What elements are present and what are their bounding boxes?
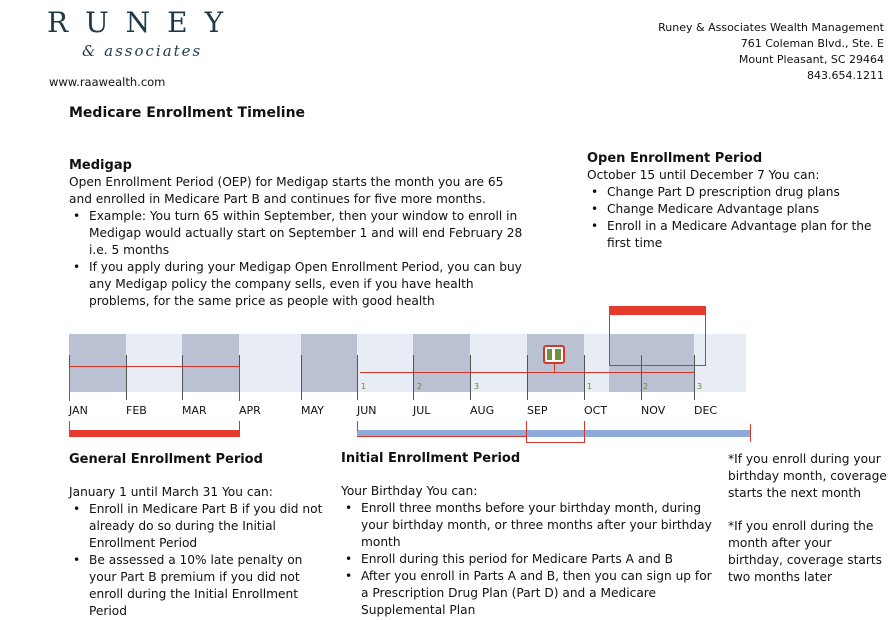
- oep-intro: October 15 until December 7 You can:: [587, 168, 820, 182]
- medigap-section: [69, 157, 529, 310]
- note: *If you enroll during your birthday month, coverage starts the next month: [728, 452, 887, 500]
- month-label: APR: [239, 404, 261, 417]
- tick: [470, 355, 471, 400]
- list-item: • Be assessed a 10% late penalty on your Part B premium if you did not enroll during the Initial Enrollment Period: [69, 552, 324, 620]
- iep-line: [360, 372, 694, 373]
- tick: [584, 355, 585, 400]
- month-label: JAN: [69, 404, 88, 417]
- page-title: Medicare Enrollment Timeline: [69, 105, 306, 121]
- oep-bar: [609, 306, 706, 315]
- month-label: MAY: [301, 404, 324, 417]
- gift-stem: [554, 364, 555, 373]
- list-item: • Change Part D prescription drug plans: [587, 184, 882, 201]
- month-label: FEB: [126, 404, 147, 417]
- month-count: 1: [587, 382, 593, 391]
- list-item: • Enroll three months before your birthday month, during your birthday month, or three months after your birthday month: [341, 500, 716, 551]
- month-count: 3: [474, 382, 480, 391]
- month-label: AUG: [470, 404, 495, 417]
- tick: [527, 355, 528, 400]
- notes: [728, 451, 888, 586]
- logo-subtitle: & associates: [82, 42, 203, 60]
- iep-tick: [357, 421, 358, 431]
- month-label: NOV: [641, 404, 666, 417]
- month-label: JUN: [357, 404, 377, 417]
- month-count: 2: [643, 382, 649, 391]
- month-label: OCT: [584, 404, 608, 417]
- company-name: Runey & Associates Wealth Management: [658, 21, 884, 34]
- month-label: DEC: [694, 404, 718, 417]
- logo: RUNEY: [47, 6, 241, 39]
- month-count: 3: [697, 382, 703, 391]
- iep-heading: Initial Enrollment Period: [341, 451, 521, 466]
- list-item: • Enroll in a Medicare Advantage plan for the first time: [587, 218, 882, 252]
- gep-heading: General Enrollment Period: [69, 452, 263, 467]
- tick: [413, 355, 414, 400]
- month-count: 1: [361, 382, 367, 391]
- list-item: • Enroll during this period for Medicare Parts A and B: [341, 551, 716, 568]
- gep-intro: January 1 until March 31 You can:: [69, 485, 273, 499]
- medigap-heading: Medigap: [69, 158, 132, 173]
- list-item: • If you apply during your Medigap Open Enrollment Period, you can buy any Medigap policy the company sells, even if you have health problems, for the same price as people with good health: [69, 259, 529, 310]
- month-block: [301, 334, 357, 392]
- phone: 843.654.1211: [807, 69, 884, 82]
- medigap-intro: Open Enrollment Period (OEP) for Medigap starts the month you are 65 and enrolled in Medicare Part B and continues for five more months.: [69, 175, 504, 206]
- month-count: 2: [417, 382, 423, 391]
- list-item: • Enroll in Medicare Part B if you did not already do so during the Initial Enrollment Period: [69, 501, 324, 552]
- iep-intro: Your Birthday You can:: [341, 484, 478, 498]
- gep-bracket: [69, 366, 240, 401]
- tick: [357, 355, 358, 400]
- website-link[interactable]: www.raawealth.com: [49, 75, 166, 89]
- gep-section: [69, 451, 324, 620]
- tick: [301, 355, 302, 400]
- iep-tick: [750, 424, 751, 442]
- note: *If you enroll during the month after your birthday, coverage starts two months later: [728, 519, 882, 584]
- list-item: • Change Medicare Advantage plans: [587, 201, 882, 218]
- oep-section: [587, 150, 882, 252]
- month-label: SEP: [527, 404, 548, 417]
- street: 761 Coleman Blvd., Ste. E: [740, 37, 884, 50]
- oep-box: [609, 306, 706, 366]
- birthday-bracket: [526, 421, 585, 443]
- list-item: • After you enroll in Parts A and B, then you can sign up for a Prescription Drug Plan (Part D) and a Medicare Supplemental Plan: [341, 568, 716, 619]
- city: Mount Pleasant, SC 29464: [738, 53, 884, 66]
- oep-heading: Open Enrollment Period: [587, 151, 763, 166]
- iep-underline: [357, 436, 526, 437]
- gep-bar: [69, 430, 240, 437]
- list-item: • Example: You turn 65 within September, then your window to enroll in Medigap would actually start on September 1 and will end February 28 i.e. 5 months: [69, 208, 529, 259]
- month-label: MAR: [182, 404, 207, 417]
- month-label: JUL: [413, 404, 431, 417]
- birthday-gift-icon: [543, 345, 565, 364]
- iep-section: [341, 450, 716, 619]
- address-block: [658, 20, 884, 84]
